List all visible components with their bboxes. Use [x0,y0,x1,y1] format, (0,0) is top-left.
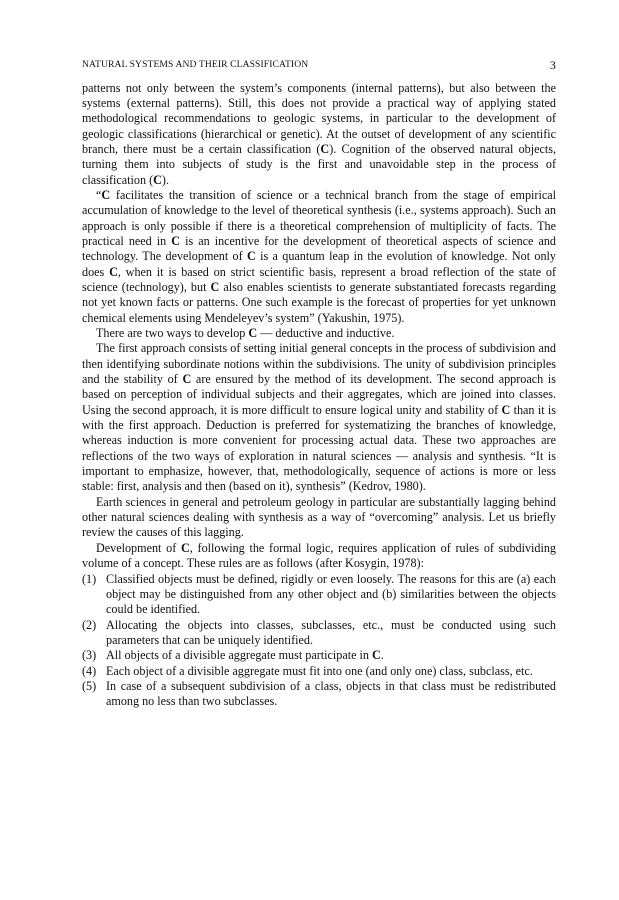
text-run: are ensured by the method of its development. The second approach is based on perception of individual subjects and their aggregates, which are joined into classes. Using the second approach, it is more difficult to ensure logical unity and stability of [82,372,556,417]
text-run: facilitates the transition of science or a technical branch from the stage of empirical accumulation of knowledge to the level of theoretical synthesis (i.e., systems approach). Such an approach is only possible if there is a theoretical comprehension of multiplicity of facts. The practical need in [82,187,556,248]
paragraph [82,326,556,341]
text-run: “ [96,187,102,202]
text-run: patterns not only between the system’s components (internal patterns), but also between the systems (external patterns). Still, this does not provide a practical way of applying stated methodological recommendations to geologic systems, in particular to the development of geologic classifications (hierarchical or genetic). At the outset of development of any scientific branch, there must be a certain classification ( [82,80,556,156]
list-item-text: All objects of a divisible aggregate must participate in [106,648,373,663]
paragraph [82,341,556,494]
list-item-text: In case of a subsequent subdivision of a class, objects in that class must be redistributed among no less than two subclasses. [106,678,556,709]
text-run: The first approach consists of setting initial general concepts in the process of subdivision and then identifying subordinate notions within the subdivisions. The unity of subdivision principles and the stability of [82,341,556,387]
classification-symbol: C [248,326,258,340]
classification-symbol: C [182,372,192,387]
list-item [82,664,556,679]
paragraph [82,495,556,541]
classification-symbol: C [180,540,190,555]
text-run: Development of [96,540,181,555]
text-run: — deductive and inductive. [257,326,395,340]
list-item [82,618,556,649]
classification-symbol: C [171,233,181,248]
classification-symbol: C [153,172,162,187]
running-header [82,59,556,70]
classification-rules-list [82,572,556,710]
text-run: , following the formal logic, requires application of rules of subdividing volume of a concept. These rules are as follows (after Kosygin, 1978): [82,540,556,571]
list-number: (4) [82,663,97,678]
list-item [82,648,556,663]
list-item-text: Each object of a divisible aggregate must fit into one (and only one) class, subclass, etc. [106,663,533,678]
text-run: is an incentive for the development of theoretical aspects of science and technology. The development of [82,233,556,264]
classification-symbol: C [501,402,511,417]
text-run: ). Cognition of the observed natural objects, turning them into subjects of study is the first and unavoidable step in the process of classification ( [82,141,557,187]
paragraph [82,188,556,326]
list-item-text: . [380,648,384,663]
text-run: is a quantum leap in the evolution of knowledge. Not only does [82,249,556,279]
page-number: 3 [549,58,556,72]
text-run: also enables scientists to generate substantiated forecasts regarding not yet known facts or patterns. One such example is the forecast of properties for yet unknown chemical elements using Mendeleyev’s system” (Yakushin, 1975). [82,279,556,325]
paragraph [82,541,556,572]
list-item [82,572,556,618]
list-number: (5) [82,678,97,693]
text-run: There are two ways to develop [96,326,249,340]
classification-symbol: C [372,648,381,663]
text-run: ). [161,172,169,187]
list-number: (2) [82,617,97,632]
running-title: NATURAL SYSTEMS AND THEIR CLASSIFICATION [82,59,309,70]
paragraph [82,81,556,188]
classification-symbol: C [210,279,220,294]
classification-symbol: C [101,187,111,202]
list-number: (1) [82,571,97,586]
classification-symbol: C [320,141,330,156]
list-item [82,679,556,710]
list-number: (3) [82,648,97,663]
body-text [82,81,556,710]
text-run: than it is with the first approach. Deduction is preferred for systematizing the branches of knowledge, whereas induction is more convenient for processing actual data. These two approaches are reflections of the two ways of exploration in natural sciences — analysis and synthesis. “It is important to emphasize, however, that, methodologically, sequence of actions is more or less stable: first, analysis and then (based on it), synthesis” (Kedrov, 1980). [82,402,556,494]
text-run: , when it is based on strict scientific basis, represent a broad reflection of the state of science (technology), but [82,264,556,294]
list-item-text: Allocating the objects into classes, subclasses, etc., must be conducted using such parameters that can be uniquely identified. [106,617,556,647]
classification-symbol: C [109,264,118,279]
classification-symbol: C [247,249,256,264]
list-item-text: Classified objects must be defined, rigidly or even loosely. The reasons for this are (a) each object may be distinguished from any other object and (b) similarities between the objects could be identified. [106,571,556,617]
text-run: Earth sciences in general and petroleum geology in particular are substantially lagging behind other natural sciences dealing with synthesis as a way of “overcoming” analysis. Let us briefly review the causes of this lagging. [82,494,556,540]
